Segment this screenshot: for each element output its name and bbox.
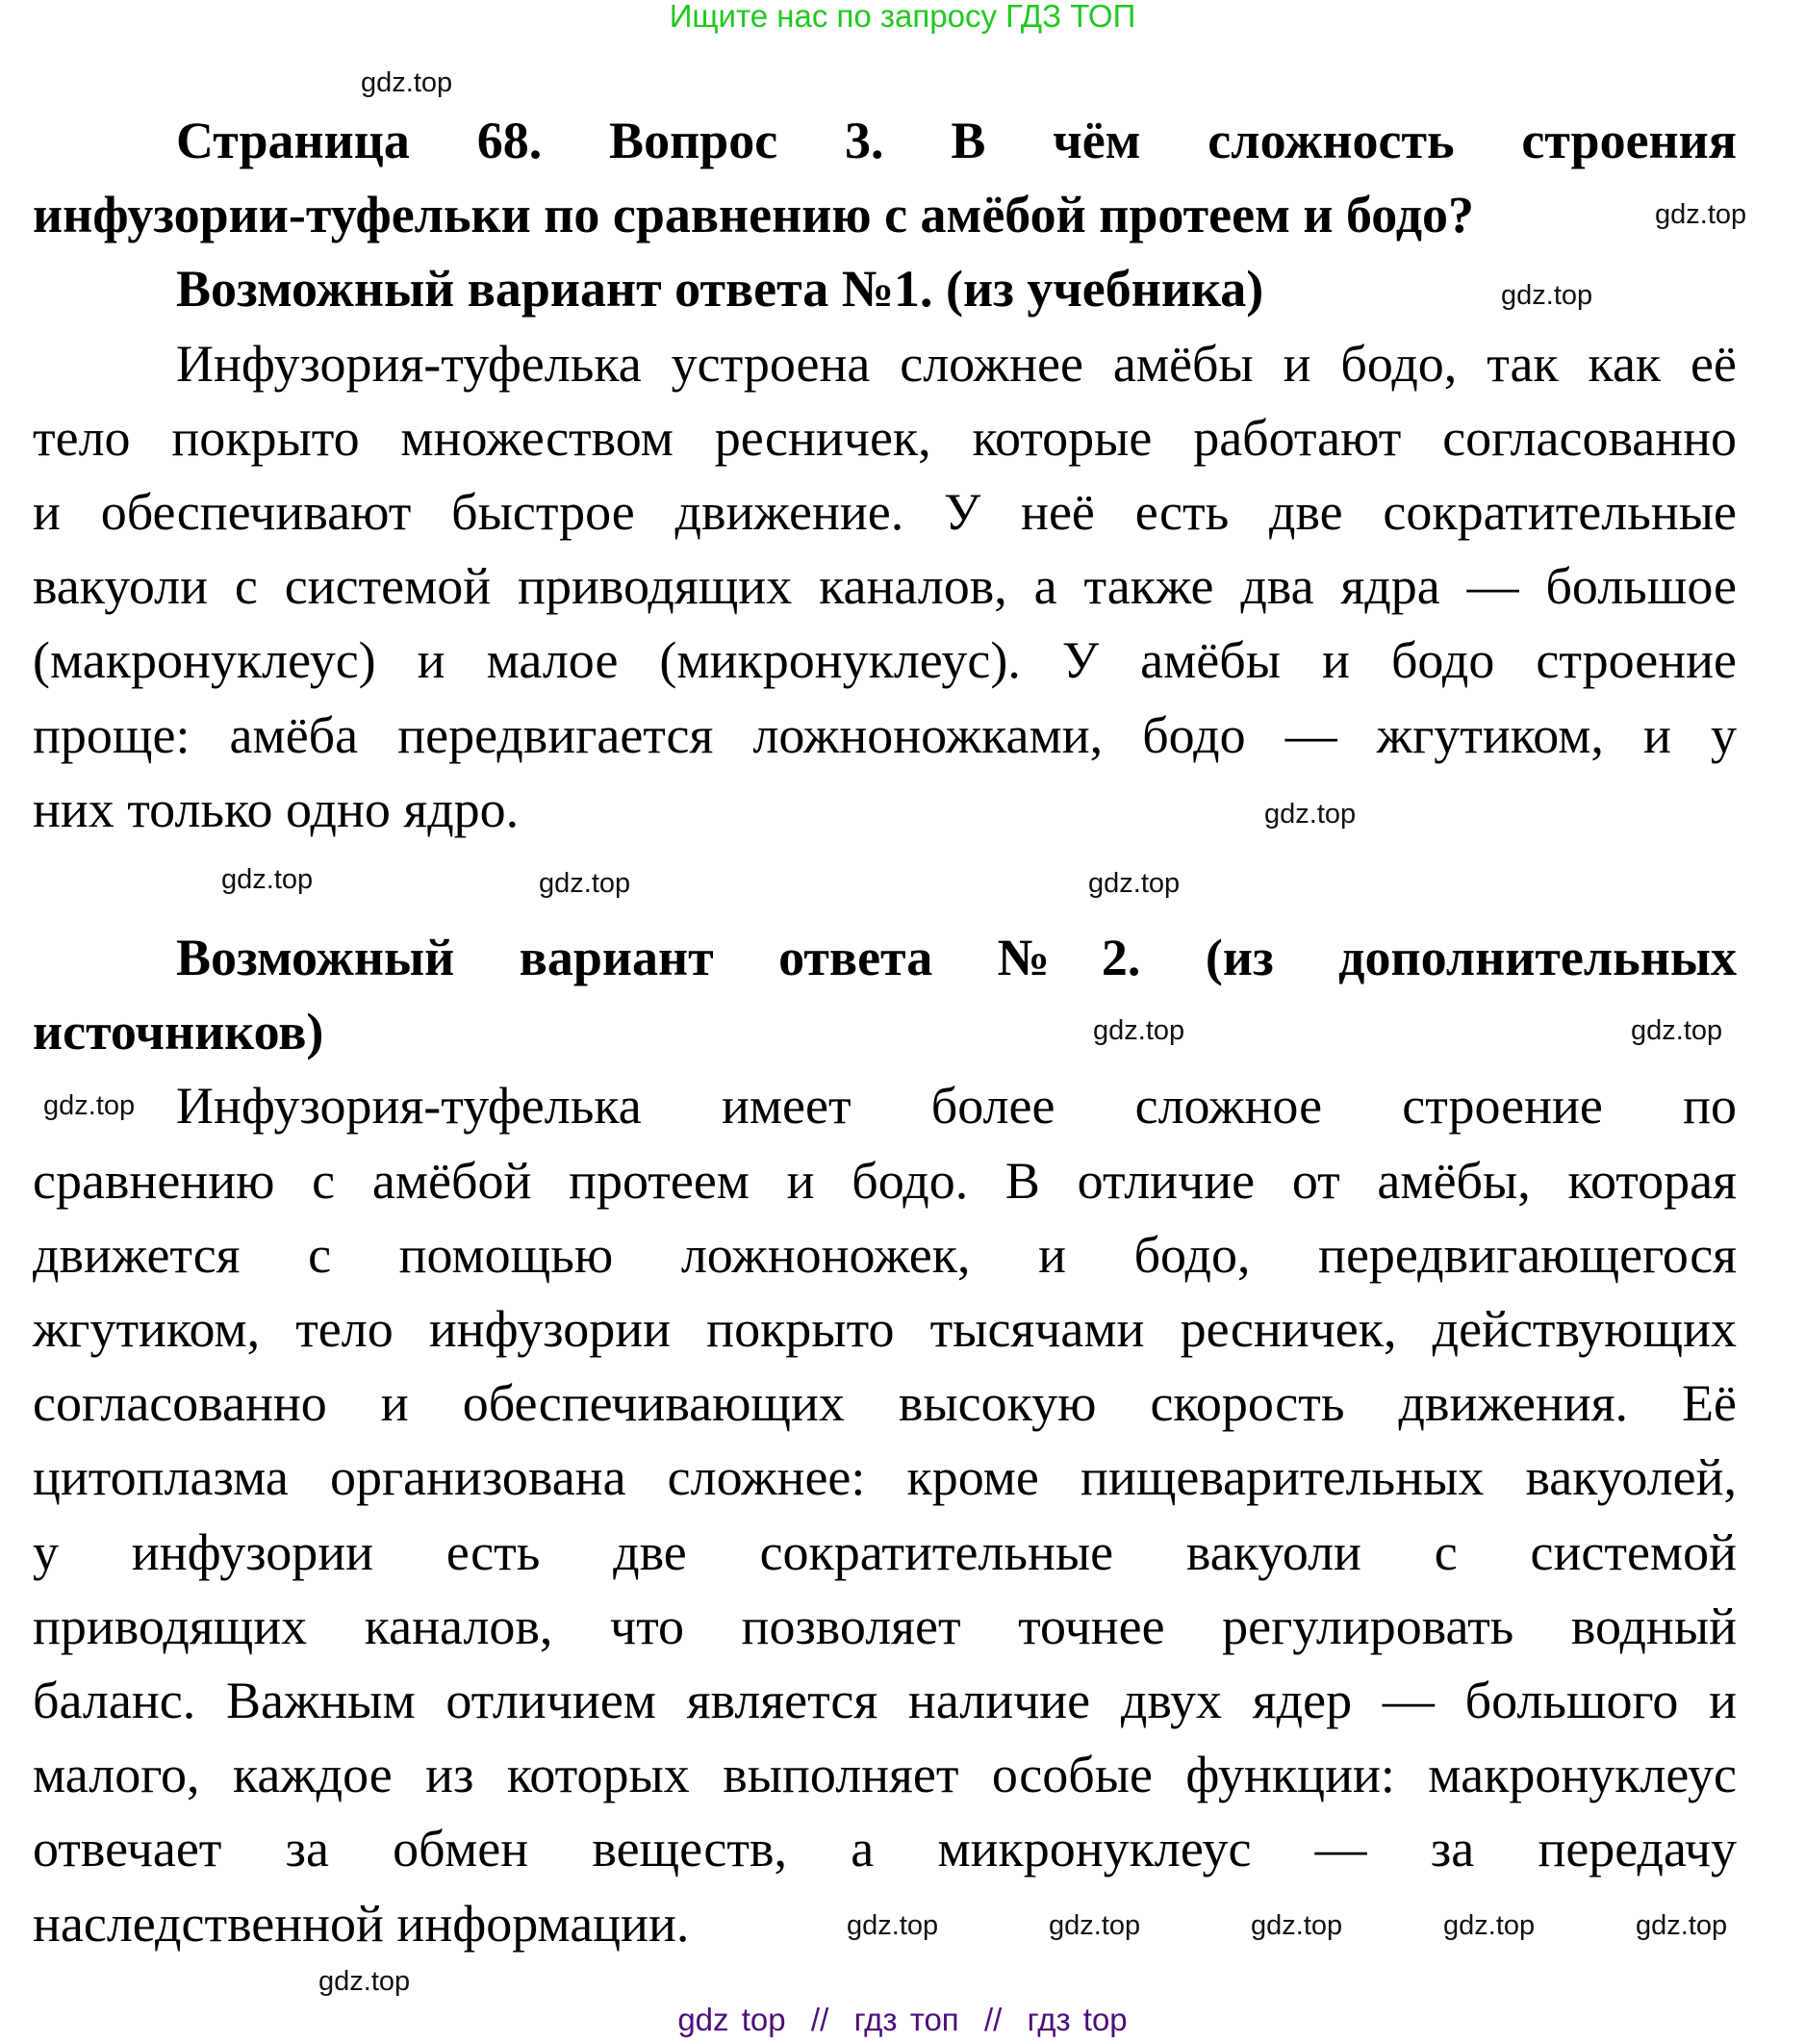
answer2-line: жгутиком, тело инфузории покрыто тысячами ресничек, действующих — [33, 1300, 1737, 1358]
answer1-line: и обеспечивают быстрое движение. У неё есть две сократительные — [33, 482, 1737, 541]
answer2-line: у инфузории есть две сократительные вакуоли с системой — [33, 1522, 1737, 1581]
answer2-line: наследственной информации. — [33, 1894, 690, 1953]
watermark: gdz.top — [1088, 868, 1181, 899]
watermark: gdz.top — [847, 1910, 939, 1941]
watermark: gdz.top — [1443, 1910, 1536, 1941]
watermark: gdz.top — [1093, 1015, 1185, 1046]
answer2-heading: источников) — [33, 1003, 324, 1061]
answer2-heading: Возможный вариант ответа №2. (из дополнительных — [176, 929, 1737, 987]
answer2-line: приводящих каналов, что позволяет точнее регулировать водный — [33, 1597, 1737, 1655]
answer2-line: согласованно и обеспечивающих высокую скорость движения. Её — [33, 1374, 1737, 1433]
answer1-line: вакуоли с системой приводящих каналов, а также два ядра — большое — [33, 557, 1737, 616]
watermark: gdz.top — [1251, 1910, 1343, 1941]
watermark: gdz.top — [43, 1090, 136, 1121]
answer1-line: тело покрыто множеством ресничек, которые работают согласованно — [33, 408, 1737, 467]
answer2-line: движется с помощью ложноножек, и бодо, передвигающегося — [33, 1225, 1737, 1284]
watermark: gdz.top — [221, 864, 314, 895]
answer2-line: сравнению с амёбой протеем и бодо. В отличие от амёбы, которая — [33, 1151, 1737, 1210]
watermark: gdz.top — [361, 67, 453, 98]
document-body — [33, 104, 1737, 1961]
answer1-heading: Возможный вариант ответа №1. (из учебника) — [176, 260, 1264, 319]
watermark: gdz.top — [1636, 1910, 1728, 1941]
answer2-line: отвечает за обмен веществ, а микронуклеус — за передачу — [33, 1820, 1737, 1878]
footer-links: gdz top // гдз топ // гдз top — [677, 2002, 1128, 2037]
watermark: gdz.top — [1655, 199, 1747, 230]
answer2-line: Инфузория-туфелька имеет более сложное строение по — [176, 1077, 1737, 1136]
watermark: gdz.top — [318, 1966, 411, 1997]
watermark: gdz.top — [1501, 280, 1593, 311]
search-banner: Ищите нас по запросу ГДЗ ТОП — [669, 0, 1136, 34]
answer1-line: Инфузория-туфелька устроена сложнее амёбы и бодо, так как её — [176, 334, 1737, 393]
watermark: gdz.top — [539, 868, 631, 899]
answer2-line: цитоплазма организована сложнее: кроме пищеварительных вакуолей, — [33, 1448, 1737, 1507]
question-title: Страница 68. Вопрос 3. В чём сложность строения — [176, 112, 1737, 169]
answer2-line: малого, каждое из которых выполняет особые функции: макронуклеус — [33, 1746, 1737, 1804]
watermark: gdz.top — [1264, 799, 1357, 830]
answer1-line: (макронуклеус) и малое (микронуклеус). У амёбы и бодо строение — [33, 631, 1737, 690]
answer2-line: баланс. Важным отличием является наличие двух ядер — большого и — [33, 1671, 1737, 1729]
answer1-line: проще: амёба передвигается ложноножками, бодо — жгутиком, и у — [33, 705, 1737, 764]
answer1-line: них только одно ядро. — [33, 779, 520, 838]
question-title: инфузории-туфельки по сравнению с амёбой протеем и бодо? — [33, 186, 1475, 244]
watermark: gdz.top — [1049, 1910, 1141, 1941]
watermark: gdz.top — [1631, 1015, 1723, 1046]
